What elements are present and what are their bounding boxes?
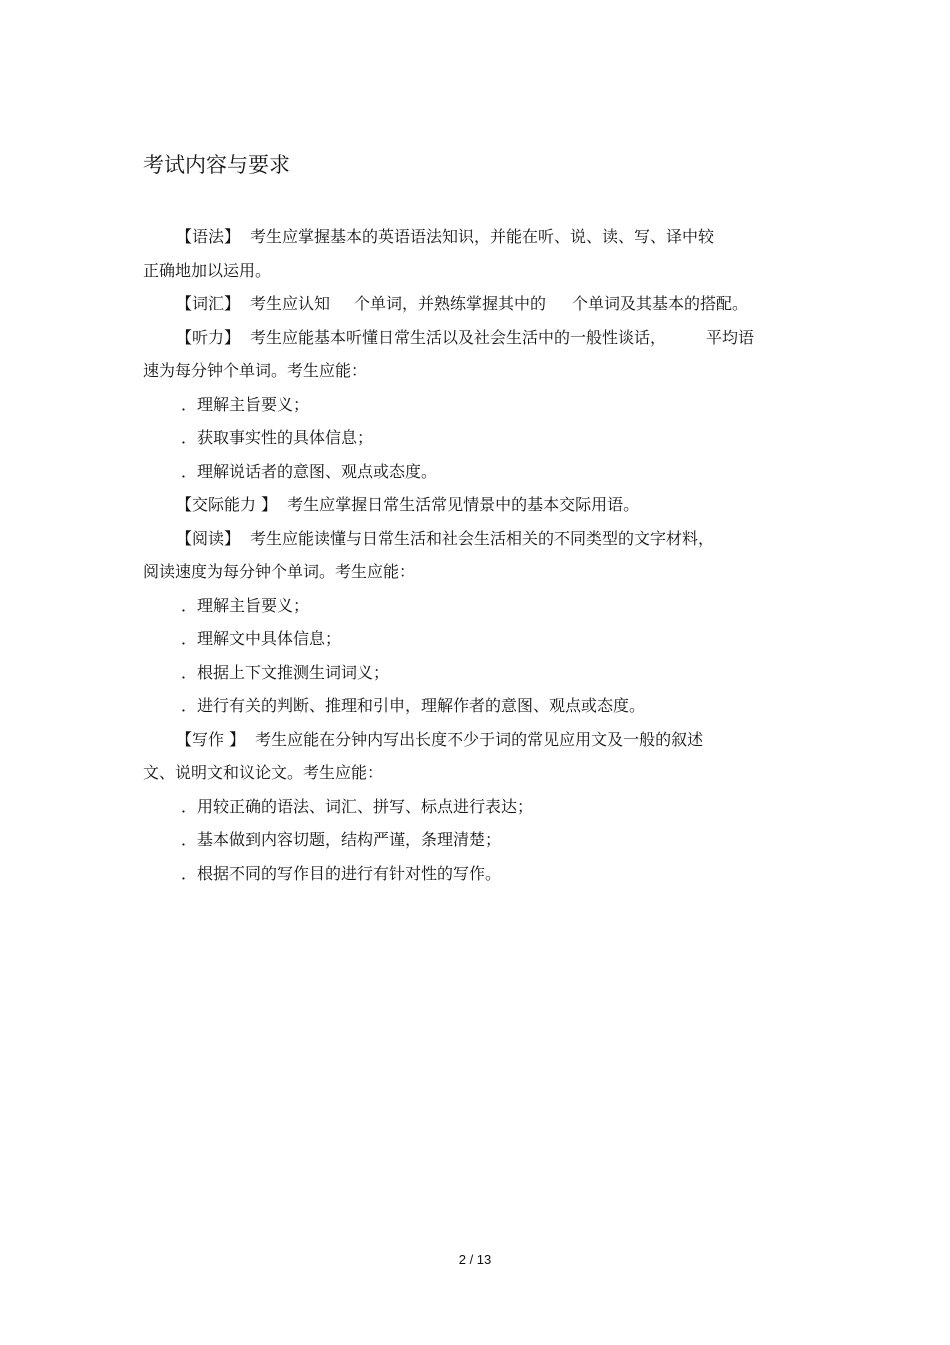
grammar-paragraph xyxy=(143,220,823,254)
reading-tag: 【阅读】 xyxy=(176,528,241,548)
writing-item: ．用较正确的语法、词汇、拼写、标点进行表达； xyxy=(181,796,534,816)
writing-text-line2: 文、说明文和议论文。考生应能： xyxy=(143,763,384,782)
reading-text-line1: 考生应能读懂与日常生活和社会生活相关的不同类型的文字材料， xyxy=(250,528,715,548)
listening-item: ．获取事实性的具体信息； xyxy=(181,428,374,447)
vocabulary-text-part2: 个单词，并熟练掌握其中的 xyxy=(354,294,547,313)
communication-text: 考生应掌握日常生活常见情景中的基本交际用语。 xyxy=(287,495,640,514)
listening-text-line1b: 平均语 xyxy=(706,327,755,347)
reading-item: ．理解主旨要义； xyxy=(181,595,310,615)
vocabulary-tag: 【词汇】 xyxy=(176,294,241,313)
listening-text-line1a: 考生应能基本听懂日常生活以及社会生活中的一般性谈话， xyxy=(250,327,667,347)
reading-item: ．进行有关的判断、推理和引申，理解作者的意图、观点或态度。 xyxy=(181,696,646,715)
communication-paragraph xyxy=(143,488,823,522)
vocabulary-text-part1: 考生应认知 xyxy=(250,294,331,313)
grammar-text-line1: 考生应掌握基本的英语语法知识，并能在听、说、读、写、译中较 xyxy=(250,227,715,246)
reading-item: ．根据上下文推测生词词义； xyxy=(181,662,390,682)
writing-paragraph xyxy=(143,723,823,757)
vocabulary-paragraph xyxy=(143,287,823,321)
reading-text-line2: 阅读速度为每分钟个单词。考生应能： xyxy=(143,562,416,581)
reading-paragraph xyxy=(143,522,823,556)
listening-paragraph xyxy=(143,321,823,355)
listening-tag: 【听力】 xyxy=(176,327,241,347)
listening-item: ．理解说话者的意图、观点或态度。 xyxy=(181,461,438,481)
grammar-tag: 【语法】 xyxy=(176,227,241,246)
document-body xyxy=(143,220,823,890)
communication-tag: 【交际能力 】 xyxy=(176,495,278,514)
grammar-text-line2: 正确地加以运用。 xyxy=(143,260,272,280)
vocabulary-text-part3: 个单词及其基本的搭配。 xyxy=(572,294,749,313)
listening-text-line2: 速为每分钟个单词。考生应能： xyxy=(143,361,368,380)
writing-item: ．基本做到内容切题，结构严谨，条理清楚； xyxy=(181,830,502,849)
page-title: 考试内容与要求 xyxy=(143,153,290,177)
reading-item: ．理解文中具体信息； xyxy=(181,629,342,648)
writing-tag: 【写作 】 xyxy=(176,729,246,749)
listening-item: ．理解主旨要义； xyxy=(181,394,310,414)
page-number: 2 / 13 xyxy=(458,1252,492,1267)
writing-item: ．根据不同的写作目的进行有针对性的写作。 xyxy=(181,863,502,883)
writing-text-line1: 考生应能在分钟内写出长度不少于词的常见应用文及一般的叙述 xyxy=(255,729,704,749)
